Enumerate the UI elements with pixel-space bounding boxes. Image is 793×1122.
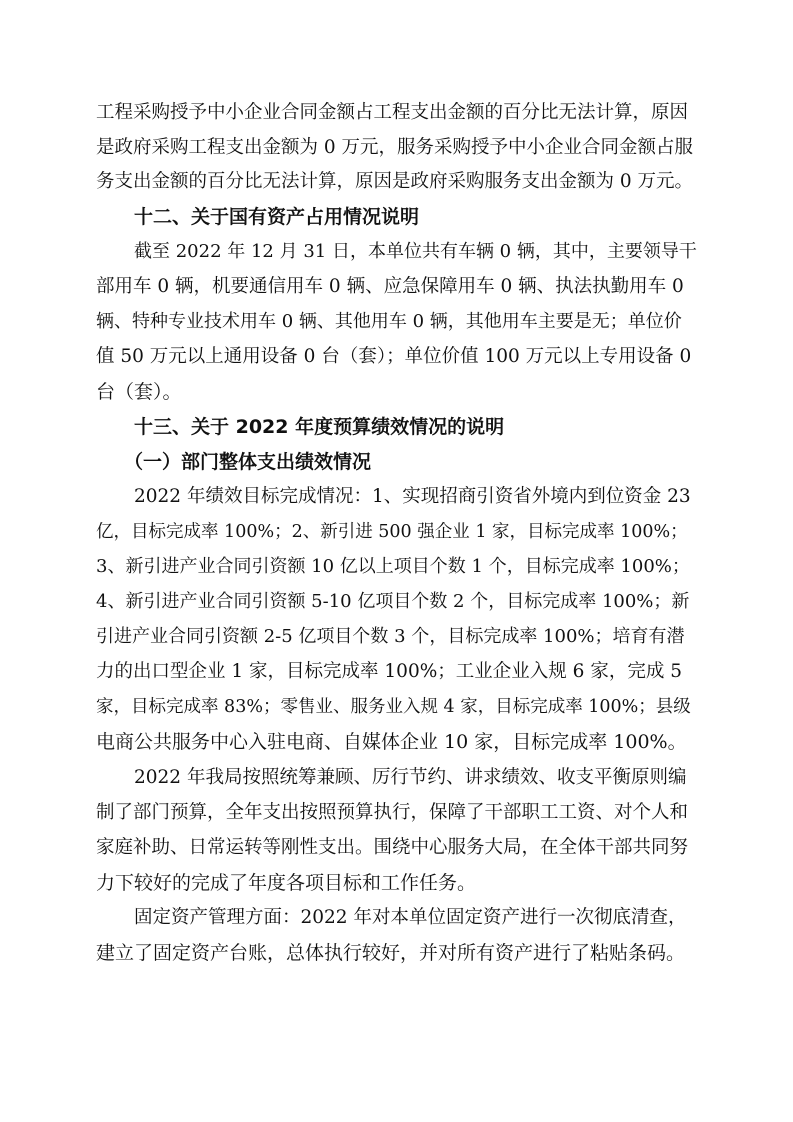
paragraph-b-line-4: 力下较好的完成了年度各项目标和工作任务。: [96, 872, 477, 894]
section-13-heading: 十三、关于 2022 年度预算绩效情况的说明: [134, 416, 505, 438]
section-12-heading: 十二、关于国有资产占用情况说明: [134, 206, 420, 228]
paragraph-a-line-6: 力的出口型企业 1 家，目标完成率 100%；工业企业入规 6 家，完成 5: [96, 661, 682, 682]
paragraph-1-line-2: 是政府采购工程支出金额为 0 万元，服务采购授予中小企业合同金额占服: [96, 137, 694, 158]
section-12-line-4: 值 50 万元以上通用设备 0 台（套）；单位价值 100 万元以上专用设备 0: [96, 346, 692, 367]
section-12-line-5: 台（套）。: [96, 381, 182, 403]
paragraph-a-line-8: 电商公共服务中心入驻电商、自媒体企业 10 家，目标完成率 100%。: [96, 731, 687, 753]
paragraph-a-line-7: 家，目标完成率 83%；零售业、服务业入规 4 家，目标完成率 100%；县级: [96, 697, 691, 717]
paragraph-b-line-2: 制了部门预算，全年支出按照预算执行，保障了干部职工工资、对个人和: [96, 802, 689, 823]
paragraph-b-line-3: 家庭补助、日常运转等刚性支出。围绕中心服务大局，在全体干部共同努: [96, 837, 689, 858]
paragraph-a-line-5: 引进产业合同引资额 2-5 亿项目个数 3 个，目标完成率 100%；培育有潜: [96, 626, 685, 647]
paragraph-a-line-4: 4、新引进产业合同引资额 5-10 亿项目个数 2 个，目标完成率 100%；新: [96, 591, 690, 612]
section-12-line-1: 截至 2022 年 12 月 31 日，本单位共有车辆 0 辆，其中，主要领导干: [134, 241, 697, 262]
paragraph-1-line-3: 务支出金额的百分比无法计算，原因是政府采购服务支出金额为 0 万元。: [96, 171, 694, 192]
paragraph-a-line-1: 2022 年绩效目标完成情况：1、实现招商引资省外境内到位资金 23: [134, 486, 691, 507]
paragraph-a-line-2: 亿，目标完成率 100%；2、新引进 500 强企业 1 家，目标完成率 100%；: [96, 522, 688, 542]
section-13-subheading: （一）部门整体支出绩效情况: [124, 451, 372, 473]
section-12-line-2: 部用车 0 辆，机要通信用车 0 辆、应急保障用车 0 辆、执法执勤用车 0: [96, 276, 684, 297]
paragraph-c-line-2: 建立了固定资产台账，总体执行较好，并对所有资产进行了粘贴条码。: [96, 942, 686, 964]
paragraph-a-line-3: 3、新引进产业合同引资额 10 亿以上项目个数 1 个，目标完成率 100%；: [96, 556, 690, 577]
paragraph-1-line-1: 工程采购授予中小企业合同金额占工程支出金额的百分比无法计算，原因: [96, 102, 689, 123]
paragraph-c-line-1: 固定资产管理方面：2022 年对本单位固定资产进行一次彻底清查，: [134, 907, 687, 928]
section-12-line-3: 辆、特种专业技术用车 0 辆、其他用车 0 辆，其他用车主要是无；单位价: [96, 311, 682, 332]
paragraph-b-line-1: 2022 年我局按照统筹兼顾、厉行节约、讲求绩效、收支平衡原则编: [134, 767, 687, 788]
